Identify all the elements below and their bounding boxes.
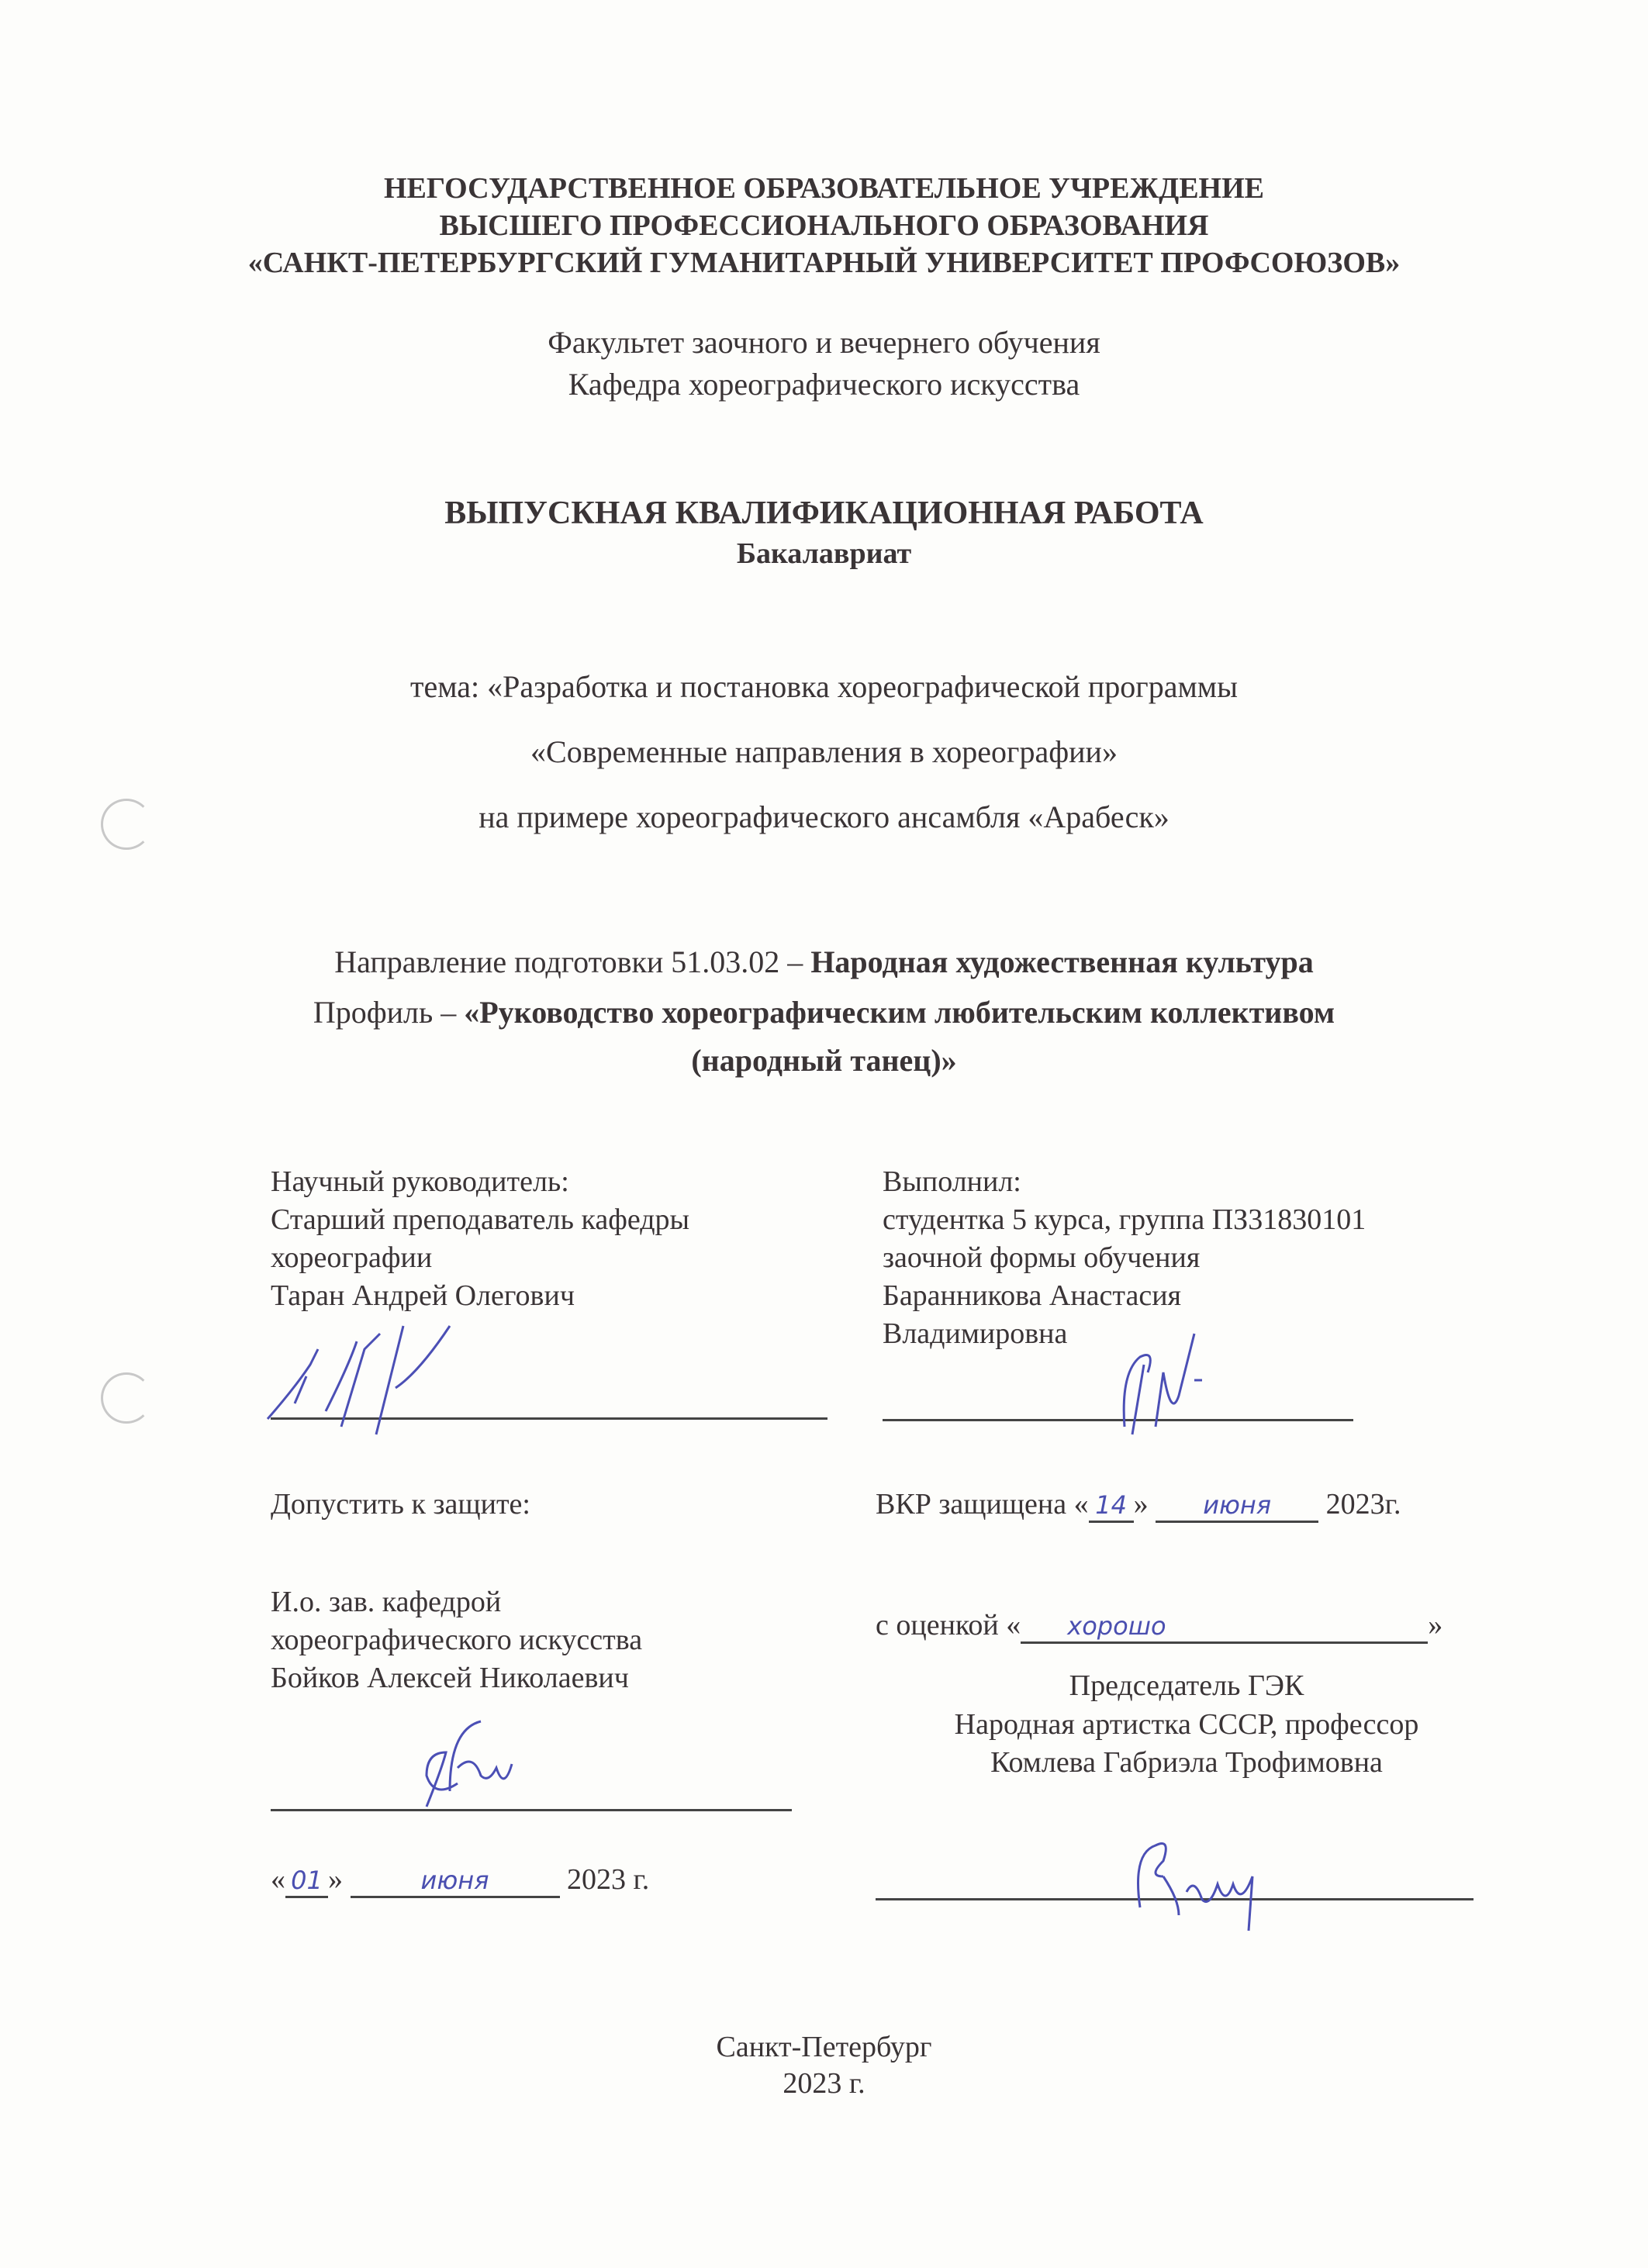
direction-line [0, 944, 1648, 981]
institution-line-3: «САНКТ-ПЕТЕРБУРГСКИЙ ГУМАНИТАРНЫЙ УНИВЕРСИТЕТ ПРОФСОЮЗОВ» [247, 247, 1401, 279]
admission-label: Допустить к защите: [271, 1488, 530, 1521]
profile-prefix: Профиль – [313, 995, 465, 1030]
supervisor-position: Старший преподаватель кафедры [271, 1203, 690, 1236]
topic-line-1: тема: «Разработка и постановка хореографической программы [410, 669, 1238, 704]
city: Санкт-Петербург [716, 2031, 932, 2063]
admission-date: « 01 » июня 2023 г. [271, 1861, 649, 1899]
direction-prefix: Направление подготовки 51.03.02 – [334, 944, 811, 979]
document-title: ВЫПУСКНАЯ КВАЛИФИКАЦИОННАЯ РАБОТА [444, 495, 1204, 531]
punch-hole [101, 1372, 152, 1424]
grade-label: с оценкой « [876, 1609, 1021, 1641]
defense-date: ВКР защищена « 14 » июня 2023г. [876, 1486, 1401, 1524]
topic-line-2: «Современные направления в хореографии» [530, 734, 1118, 769]
grade-line: с оценкой « хорошо » [876, 1607, 1442, 1645]
supervisor-label: Научный руководитель: [271, 1165, 569, 1198]
student-form: заочной формы обучения [883, 1241, 1201, 1274]
profile-name: «Руководство хореографическим любительским коллективом [464, 995, 1335, 1030]
chair-signature [1117, 1822, 1318, 1931]
grade-value: хорошо [1021, 1610, 1428, 1644]
year: 2023 г. [783, 2067, 865, 2100]
topic-line-3: на примере хореографического ансамбля «Арабеск» [479, 799, 1169, 834]
supervisor-position-2: хореографии [271, 1241, 433, 1274]
defense-year: 2023г. [1325, 1488, 1401, 1521]
institution-line-2: ВЫСШЕГО ПРОФЕССИОНАЛЬНОГО ОБРАЗОВАНИЯ [439, 209, 1209, 242]
department: Кафедра хореографического искусства [568, 367, 1080, 402]
head-position-2: хореографического искусства [271, 1624, 643, 1656]
defense-label: ВКР защищена « [876, 1488, 1089, 1521]
supervisor-name: Таран Андрей Олегович [271, 1279, 575, 1312]
chair-position: Народная артистка СССР, профессор [954, 1708, 1419, 1741]
head-name: Бойков Алексей Николаевич [271, 1662, 629, 1694]
student-label: Выполнил: [883, 1165, 1021, 1198]
head-position: И.о. зав. кафедрой [271, 1586, 502, 1618]
head-signature [411, 1721, 535, 1822]
student-course: студентка 5 курса, группа ПЗ31830101 [883, 1203, 1366, 1236]
chair-name: Комлева Габриэла Трофимовна [990, 1746, 1383, 1779]
profile-line [0, 994, 1648, 1031]
direction-name: Народная художественная культура [810, 944, 1314, 979]
admission-month: июня [351, 1865, 560, 1898]
defense-month: июня [1156, 1490, 1318, 1523]
chair-title: Председатель ГЭК [1069, 1669, 1304, 1702]
student-patronymic: Владимировна [883, 1317, 1068, 1350]
defense-day: 14 [1089, 1490, 1134, 1523]
student-name: Баранникова Анастасия [883, 1279, 1182, 1312]
faculty: Факультет заочного и вечернего обучения [548, 325, 1100, 360]
institution-line-1: НЕГОСУДАРСТВЕННОЕ ОБРАЗОВАТЕЛЬНОЕ УЧРЕЖДЕНИЕ [383, 172, 1265, 205]
admission-year: 2023 г. [567, 1863, 650, 1896]
profile-line-2: (народный танец)» [691, 1043, 957, 1078]
supervisor-signature [264, 1318, 496, 1442]
student-signature [1109, 1326, 1225, 1450]
admission-day: 01 [285, 1865, 328, 1898]
degree-level: Бакалавриат [736, 537, 912, 570]
